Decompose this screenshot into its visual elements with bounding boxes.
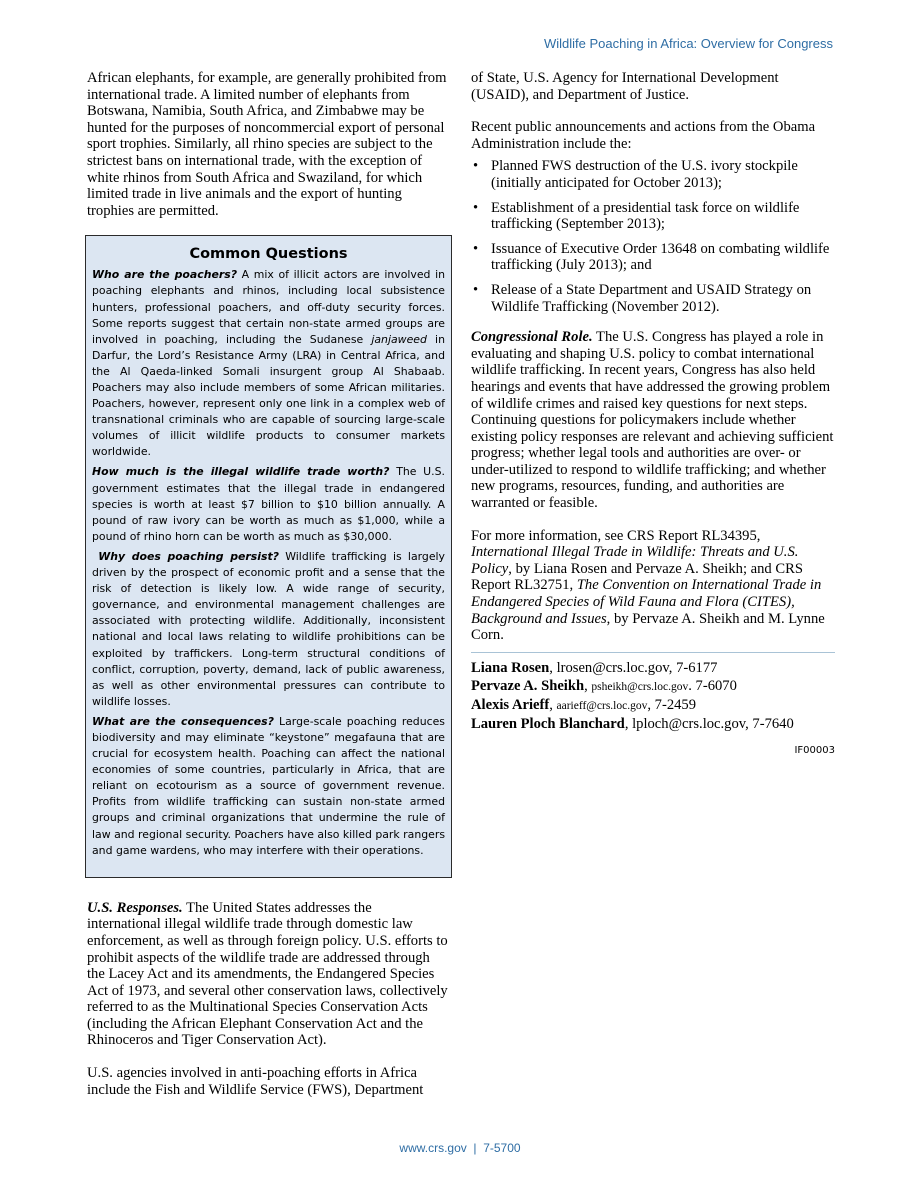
box-title: Common Questions	[189, 246, 348, 263]
list-item: • Establishment of a presidential task force on wildlife trafficking (September 2013);	[491, 200, 835, 233]
more-info-paragraph	[471, 528, 835, 644]
right-column	[471, 70, 835, 759]
report-title: The Convention on International Trade in Endangered Species of Wild Fauna and Flora (CITES), Background and Issues	[471, 577, 822, 627]
question-label: Why does poaching persist?	[98, 549, 279, 563]
us-responses-paragraph	[87, 900, 449, 1049]
footer-text[interactable]: www.crs.gov | 7-5700	[399, 1141, 521, 1155]
contact-name: Liana Rosen	[471, 659, 550, 676]
contact-phone: , 7-6177	[668, 659, 718, 676]
contact-row: Alexis Arieff, aarieff@crs.loc.gov, 7-2459	[471, 696, 697, 713]
contact-email[interactable]: aarieff@crs.loc.gov	[556, 699, 648, 712]
question-label: What are the consequences?	[92, 714, 274, 728]
list-item: • Release of a State Department and USAID Strategy on Wildlife Trafficking (November 2012).	[491, 282, 835, 315]
section-lead: U.S. Responses.	[87, 899, 183, 916]
contact-email[interactable]: lploch@crs.loc.gov	[632, 715, 746, 732]
contact-phone: , 7-7640	[745, 715, 794, 732]
contact-list	[471, 659, 835, 733]
left-column	[87, 70, 449, 1114]
contact-email[interactable]: psheikh@crs.loc.gov	[591, 680, 689, 693]
contact-phone: , 7-2459	[647, 696, 697, 713]
congressional-role-paragraph	[471, 329, 835, 512]
contact-phone: . 7-6070	[688, 677, 737, 694]
intro-paragraph: African elephants, for example, are generally prohibited from international trade. A limited number of elephants from Botswana, Namibia, South Africa, and Zimbabwe may be hunted for the purposes of noncommercial export of personal sport trophies. Similarly, all rhino species are subject to the strictest bans on international trade, with the exception of white rhinos from South Africa and Swaziland, for which limited trade in live animals and the export of hunting trophies are permitted.	[87, 70, 447, 219]
question-label: How much is the illegal wildlife trade worth?	[92, 465, 390, 479]
contact-row: Liana Rosen, lrosen@crs.loc.gov, 7-6177	[471, 659, 718, 676]
text-run: For more information, see CRS Report RL34395,	[471, 527, 761, 544]
question-consequences	[92, 714, 445, 859]
contact-name: Pervaze A. Sheikh	[471, 677, 585, 694]
question-why-persist	[92, 549, 445, 710]
question-poachers	[92, 267, 445, 460]
contact-email[interactable]: lrosen@crs.loc.gov	[556, 659, 669, 676]
common-questions-box	[85, 235, 452, 877]
question-label: Who are the poachers?	[92, 268, 238, 282]
section-text: The U.S. Congress has played a role in evaluating and shaping U.S. policy to combat international wildlife trafficking. In recent years, Congress has also held hearings and events that have addressed the growing problem of wildlife crimes and raised key questions for next steps. Continuing questions for policymakers include whether existing policy responses are relevant and achieving sufficient progress; whether legal tools and authorities are over- or under-utilized to respond to wildlife trafficking; and whether new programs, resources, funding, and authorities are warranted or feasible.	[471, 329, 834, 512]
list-item: • Planned FWS destruction of the U.S. ivory stockpile (initially anticipated for October 2013);	[491, 158, 835, 191]
answer-text: Wildlife trafficking is largely driven by the prospect of economic profit and a sense that the risk of detection is likely low. A wide range of security, governance, and environmental management challenges are associated with protecting wildlife. Additionally, inconsistent national and local laws relating to wildlife prohibitions can be exploited by traffickers. Long-term structural conditions of conflict, corruption, poverty, demand, lack of public awareness, as well as other environmental pressures can contribute to wildlife losses.	[92, 549, 445, 708]
text-run: , by Pervaze A. Sheikh and M. Lynne Corn.	[471, 610, 825, 644]
answer-text: Large-scale poaching reduces biodiversity and may eliminate “keystone” megafauna that are crucial for ecosystem health. Poaching can affect the national economies of some countries, particularly in Africa, that are reliant on ecotourism as a source of government revenue. Profits from wildlife trafficking can sustain non-state armed groups and criminal organizations that undermine the rule of law and regional security. Poachers have also killed park rangers and game wardens, who may interfere with their operations.	[92, 714, 445, 857]
report-id: IF00003	[794, 744, 835, 756]
question-trade-worth	[92, 464, 445, 544]
list-item: • Issuance of Executive Order 13648 on combating wildlife trafficking (July 2013); and	[491, 241, 835, 274]
text-run: , by Liana Rosen and Pervaze A. Sheikh; and CRS Report RL32751,	[471, 560, 803, 594]
contact-row: Pervaze A. Sheikh, psheikh@crs.loc.gov. 7-6070	[471, 677, 737, 694]
answer-text: A mix of illicit actors are involved in poaching elephants and rhinos, including local subsistence hunters, professional poachers, and off-duty security forces. Some reports suggest that certain non-state armed groups are involved in poaching, including the Sudanese	[92, 268, 446, 346]
announcements-list	[471, 158, 835, 315]
announcements-intro: Recent public announcements and actions from the Obama Administration include the:	[471, 119, 816, 152]
section-lead: Congressional Role.	[471, 329, 593, 346]
page-footer	[0, 1141, 920, 1155]
answer-text: in Darfur, the Lord’s Resistance Army (LRA) in Central Africa, and the Al Qaeda-linked Somali insurgent group Al Shabaab. Poachers may also include members of some African militaries. Poachers, however, represent only one link in a complex web of transnational criminals who are capable of sourcing large-scale volumes of illicit wildlife products to consumer markets worldwide.	[92, 332, 445, 459]
contact-name: Lauren Ploch Blanchard	[471, 715, 625, 732]
section-text: The United States addresses the international illegal wildlife trade through domestic law enforcement, as well as through foreign policy. U.S. efforts to prohibit aspects of the wildlife trade are addressed through the Lacey Act and its amendments, the Endangered Species Act of 1973, and several other conservation laws, collectively referred to as the Multinational Species Conservation Acts (including the African Elephant Conservation Act and the Rhinoceros and Tiger Conservation Act).	[87, 899, 448, 1049]
contact-name: Alexis Arieff	[471, 696, 550, 713]
report-title: International Illegal Trade in Wildlife: Threats and U.S. Policy	[471, 544, 799, 577]
agencies-paragraph: U.S. agencies involved in anti-poaching efforts in Africa include the Fish and Wildlife Service (FWS), Department	[87, 1065, 424, 1098]
answer-italic: janjaweed	[371, 332, 427, 346]
answer-text: The U.S. government estimates that the illegal trade in endangered species is worth at least $7 billion to $10 billion annually. A pound of raw ivory can be worth as much as $1,000, while a pound of rhino horn can be worth as much as $30,000.	[92, 465, 445, 543]
divider	[471, 652, 835, 653]
running-header: Wildlife Poaching in Africa: Overview for Congress	[543, 36, 833, 51]
continuation-paragraph: of State, U.S. Agency for International Development (USAID), and Department of Justice.	[471, 70, 779, 103]
contact-row: Lauren Ploch Blanchard, lploch@crs.loc.gov, 7-7640	[471, 715, 794, 732]
